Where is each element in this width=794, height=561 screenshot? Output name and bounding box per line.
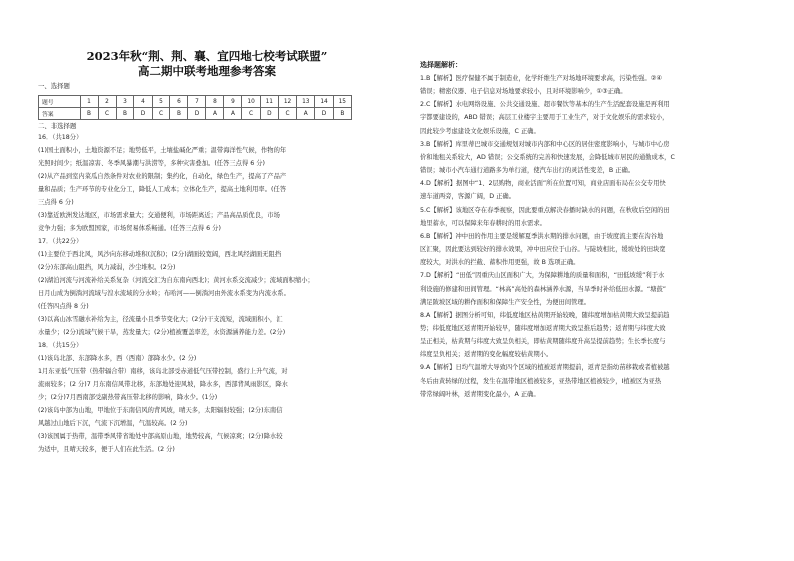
- text-line: 宇都要建设的，ABD 错误；高层工业楼宇主要用于工业生产，对于文化娱乐的需求较小，: [420, 114, 669, 122]
- text-line: 9.A【解析】日均气温增大导致四个区域的植被返青期提前，返青是指幼苗移栽或者植被越: [420, 364, 670, 372]
- text-line: (3)该国属于热带，温带季风带省地处中部高原山地，地势较高，气候凉爽；(2分)降水较: [38, 433, 283, 440]
- text-line: 4.D【解析】据图中“1、2层购物，商业活面”所在位置可知，商业店面布局在公交专用快: [420, 180, 666, 188]
- left-answer-body: [38, 131, 376, 456]
- table-cell: 5: [152, 96, 170, 108]
- table-cell: 7: [188, 96, 206, 108]
- text-line: 流雨较多；(2 分)7 月东南信风带北移，东部地处迎风坡，降水多，西部背风雨影区，降水: [38, 381, 288, 388]
- text-line: 区汇聚，因此要达到较好的排水效果，冲中田应位于山谷。与陡坡相比，缓坡处的田块宽: [420, 246, 666, 254]
- text-line: 竞争力强；多为欧盟国家，市场贸易体系畅通。(任答三点得 6 分): [38, 225, 221, 232]
- table-cell: 11: [260, 96, 278, 108]
- table-cell: 10: [242, 96, 260, 108]
- table-cell: 8: [206, 96, 224, 108]
- table-cell: D: [134, 108, 152, 120]
- text-line: 利设施的修建和田间管理。“林高”高处的森林涵养水源，当旱季时补给低田水源。“塘鼓”: [420, 285, 667, 293]
- table-cell: 4: [134, 96, 152, 108]
- table-cell: D: [188, 108, 206, 120]
- text-line: (1)该岛北部、东部降水多，西（西南）部降水少。(2 分): [38, 355, 197, 362]
- table-row: [39, 108, 352, 120]
- table-cell: 3: [116, 96, 134, 108]
- doc-title-line1: 2023年秋“荆、荆、襄、宜四地七校考试联盟”: [86, 49, 328, 63]
- table-cell: C: [152, 108, 170, 120]
- text-line: 价和地租关系较大，AD 错误；公交系统的完善和快速发展，会降低城市居民的通勤成本，C: [420, 153, 675, 161]
- text-line: 错误；城市小汽车通行道路多为单行道，使汽车出行的灵活性变差，B 正确。: [420, 167, 635, 175]
- answer-table: [38, 95, 352, 120]
- text-line: 水量少；(2分)流域气候干旱，蒸发量大；(2分)植被覆盖率差，水资源涵养能力差。(2分): [38, 329, 286, 336]
- text-line: (2)该岛中部为山地，甲地位于东南信风的背风坡，晴天多，太阳辐射较强；(2分)东南信: [38, 407, 283, 414]
- table-cell: A: [224, 108, 242, 120]
- table-cell: 14: [315, 96, 333, 108]
- text-line: (3)靠近欧洲发达地区，市场需求量大；交通便利，市场距离近；产品高品质优良，市场: [38, 212, 280, 219]
- table-cell: C: [242, 108, 260, 120]
- text-line: (任答四点得 8 分): [38, 303, 89, 310]
- text-line: 地里蓄水，可以保障来年春耕时的用水需求。: [420, 219, 546, 227]
- table-cell: C: [98, 108, 116, 120]
- text-line: 因此较少考虑建设文化娱乐设施，C 正确。: [420, 127, 540, 135]
- text-line: 6.B【解析】冲中田的作用主要是缓解夏季洪水期的排水问题，由于坡度流主要在沟谷地: [420, 232, 664, 240]
- text-line: 为适中，且晴天较多，便于人们在此生活。(2 分): [38, 446, 175, 453]
- text-line: 速车道两旁，客源广阔，D 正确。: [420, 193, 516, 201]
- text-line: 1月东亚低气压带（热带辐合带）南移，该岛北部受赤道低气压带控制，盛行上升气流，对: [38, 368, 288, 375]
- text-line: 错误；精密仪器、电子信息对场地要求较小，且对环境影响少，①③正确。: [420, 88, 627, 96]
- text-line: 2.C【解析】水电网络设施、公共交通设施、超市餐饮等基本的生产生活配套设施是再利用: [420, 101, 670, 109]
- doc-title-line2: 高二期中联考地理参考答案: [138, 64, 276, 78]
- table-cell: 题号: [39, 96, 81, 108]
- text-line: 冬后由黄转绿的过程，发生在温带地区植被较多，亚热带地区植被较少，Ⅰ植被区为亚热: [420, 377, 662, 385]
- table-cell: A: [297, 108, 315, 120]
- text-line: (2)湖泊河流与河流补给关系复杂（河流交汇为自东南向西北)；黄河水系交流减少；流域面积缩小；: [38, 277, 314, 284]
- text-line: (2分)东部高山阻挡，风力减弱，沙尘堆积。(2分): [38, 264, 176, 271]
- table-cell: A: [206, 108, 224, 120]
- right-column: [420, 0, 760, 401]
- text-line: (3)以高山冰雪融水补给为主，径流量小且季节变化大；(2分)干支流短，流域面积小，汇: [38, 316, 283, 323]
- table-cell: 6: [170, 96, 188, 108]
- text-line: 日月山成为倒淌河流域与湟水流域的分水岭；布哈河——倒淌河由外流水系变为内流水系。: [38, 290, 290, 297]
- table-row: [39, 96, 352, 108]
- table-cell: D: [315, 108, 333, 120]
- text-line: 呈正相关，枯黄期与纬度大致呈负相关，即枯黄期随纬度升高呈提前趋势；生长季长度与: [420, 338, 666, 346]
- text-line: 带常绿阔叶林，返青期变化最小，A 正确。: [420, 390, 540, 398]
- explanation-heading: 选择题解析：: [420, 61, 462, 69]
- table-cell: 15: [333, 96, 351, 108]
- table-cell: 12: [278, 96, 296, 108]
- text-line: 度较大，对洪水的拦截、蓄积作用更强，故 B 选项正确。: [420, 259, 580, 267]
- text-line: 16．（共18分）: [38, 134, 83, 141]
- text-line: 量和品质；生产环节的专业化分工，降低人工成本；立体化生产，提高土地利用率。(任答: [38, 186, 287, 193]
- text-line: (2)从产品到室内菜瓜自然条件对农业的限制；集约化，自动化，绿色生产，提高了产品产: [38, 173, 287, 180]
- text-line: 1.B【解析】医疗保健不属于制造业，化学纤维生产对场地环境要求高，污染性强。②④: [420, 75, 663, 82]
- text-line: (1)主要位于西北风，风沙向东移动堆积(沉积)；(2分)湖面较宽阔，西北风经湖面无阻挡: [38, 251, 282, 258]
- table-cell: 2: [98, 96, 116, 108]
- right-explanation-body: [420, 72, 760, 401]
- text-line: 17．（共22分）: [38, 238, 83, 245]
- table-cell: B: [170, 108, 188, 120]
- left-column: [38, 0, 376, 456]
- text-line: 5.C【解析】该地区夺在春季视察，因此要重点解决春播时缺水的问题，在秋收后空闲的田: [420, 206, 670, 214]
- table-cell: B: [333, 108, 351, 120]
- text-line: 风越过山地后下沉，气流下沉增温，气温较高。(2 分): [38, 420, 188, 427]
- section-choice-heading: 一、选择题: [38, 82, 70, 90]
- table-cell: C: [278, 108, 296, 120]
- text-line: 8.A【解析】据图分析可知，纬低度地区枯黄期开始较晚，随纬度增加枯黄期大致呈提前趋: [420, 311, 670, 319]
- text-line: 7.D【解析】“田低”因重庆山区面积广大，为保障耕地的质量和面积，“田低坡缓”利于水: [420, 272, 665, 280]
- text-line: 纬度呈负相关；返青期的变化幅度较枯黄期小。: [420, 351, 553, 359]
- table-cell: B: [116, 108, 134, 120]
- table-cell: D: [260, 108, 278, 120]
- text-line: 3.B【解析】库里蒂巴城市交通规划对城市内部和中心区的居住密度影响小，与城市中心房: [420, 140, 670, 148]
- text-line: (1)国土面积小，土地资源不足；地势低平，土壤盐碱化严重；温带海洋性气候，作物的年: [38, 147, 287, 154]
- table-cell: B: [80, 108, 98, 120]
- table-cell: 1: [80, 96, 98, 108]
- text-line: 三点得 6 分): [38, 199, 74, 206]
- section-nonchoice-heading: 二、非选择题: [38, 122, 77, 130]
- text-line: 少；(2分)7月西南部受副热带高压带北移的影响，降水少。(1分): [38, 394, 218, 401]
- text-line: 18．（共15分）: [38, 342, 83, 349]
- text-line: 光照时间少；纸温凉害、冬季风暴潮与洪涝等，多种灾害叠加。(任答三点得 6 分): [38, 160, 266, 167]
- table-cell: 答案: [39, 108, 81, 120]
- text-line: 满足陂坡区域的耕作面积和保障生产安全性，为便田间管理。: [420, 298, 591, 306]
- table-cell: 13: [297, 96, 315, 108]
- text-line: 势；纬低度地区返青期开始较早，随纬度增加返青期大致呈推后趋势；返青期与纬度大致: [420, 324, 666, 332]
- table-cell: 9: [224, 96, 242, 108]
